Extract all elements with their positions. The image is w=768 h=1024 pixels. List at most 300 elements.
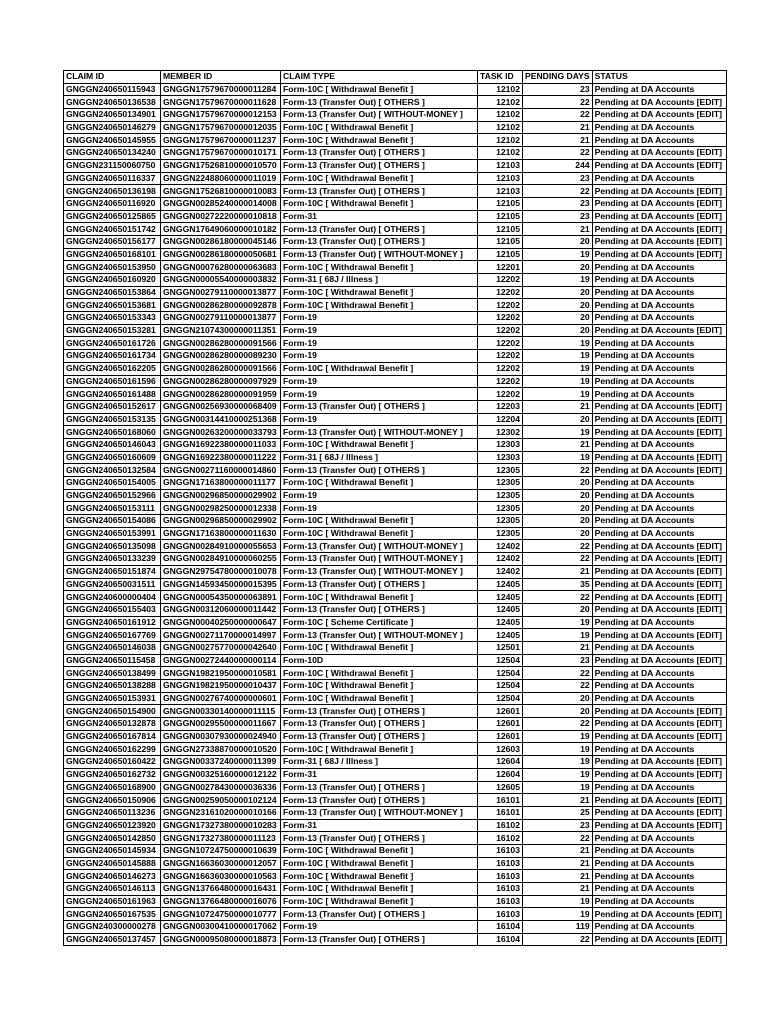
member-id-cell: GNGGN13766480000016431 [161, 883, 281, 896]
table-row [64, 235, 727, 248]
member-id-cell: GNGGN00286180000045146 [161, 235, 281, 248]
claim-id-cell: GNGGN240650146043 [64, 438, 161, 451]
member-id-cell: GNGGN19821950000010437 [161, 680, 281, 693]
status-cell: Pending at DA Accounts [592, 667, 726, 680]
claim-id-cell: GNGGN240300000278 [64, 921, 161, 934]
status-cell: Pending at DA Accounts [EDIT] [592, 540, 726, 553]
task-id-cell: 12105 [478, 197, 523, 210]
status-cell: Pending at DA Accounts [592, 337, 726, 350]
claim-type-cell: Form-10C [ Withdrawal Benefit ] [281, 641, 478, 654]
claim-id-cell: GNGGN240650142850 [64, 832, 161, 845]
pending-days-cell: 19 [523, 730, 593, 743]
pending-days-cell: 19 [523, 248, 593, 261]
pending-days-cell: 22 [523, 540, 593, 553]
table-row [64, 464, 727, 477]
table-row [64, 223, 727, 236]
task-id-cell: 12305 [478, 464, 523, 477]
table-row [64, 185, 727, 198]
claim-id-cell: GNGGN240650115943 [64, 83, 161, 96]
pending-days-cell: 22 [523, 96, 593, 109]
table-row [64, 680, 727, 693]
pending-days-cell: 22 [523, 667, 593, 680]
pending-days-cell: 19 [523, 426, 593, 439]
table-row [64, 451, 727, 464]
member-id-cell: GNGGN10724750000010777 [161, 908, 281, 921]
task-id-cell: 12203 [478, 400, 523, 413]
header-row [64, 71, 727, 84]
status-cell: Pending at DA Accounts [592, 299, 726, 312]
status-cell: Pending at DA Accounts [EDIT] [592, 147, 726, 160]
pending-days-cell: 20 [523, 489, 593, 502]
status-cell: Pending at DA Accounts [EDIT] [592, 96, 726, 109]
status-cell: Pending at DA Accounts [592, 844, 726, 857]
member-id-cell: GNGGN00298250000012338 [161, 502, 281, 515]
member-id-cell: GNGGN00286180000050681 [161, 248, 281, 261]
status-cell: Pending at DA Accounts [592, 312, 726, 325]
status-cell: Pending at DA Accounts [592, 286, 726, 299]
pending-days-cell: 25 [523, 806, 593, 819]
pending-days-cell: 21 [523, 121, 593, 134]
table-row [64, 794, 727, 807]
claim-type-cell: Form-10C [ Withdrawal Benefit ] [281, 680, 478, 693]
task-id-cell: 12402 [478, 540, 523, 553]
pending-days-cell: 20 [523, 692, 593, 705]
table-row [64, 819, 727, 832]
member-id-cell: GNGGN00005540000003832 [161, 274, 281, 287]
member-id-cell: GNGGN00285240000014008 [161, 197, 281, 210]
table-row [64, 616, 727, 629]
pending-days-cell: 20 [523, 299, 593, 312]
pending-days-cell: 21 [523, 883, 593, 896]
member-id-cell: GNGGN23161020000010166 [161, 806, 281, 819]
pending-days-cell: 23 [523, 210, 593, 223]
claim-id-cell: GNGGN240650161963 [64, 895, 161, 908]
member-id-cell: GNGGN00054350000063891 [161, 591, 281, 604]
member-id-cell: GNGGN22488060000011019 [161, 172, 281, 185]
claim-id-cell: GNGGN240650153950 [64, 261, 161, 274]
claim-type-cell: Form-10C [ Withdrawal Benefit ] [281, 121, 478, 134]
claim-id-cell: GNGGN240650125865 [64, 210, 161, 223]
table-row [64, 426, 727, 439]
pending-days-cell: 22 [523, 553, 593, 566]
task-id-cell: 16101 [478, 806, 523, 819]
status-cell: Pending at DA Accounts [EDIT] [592, 603, 726, 616]
table-row [64, 832, 727, 845]
member-id-cell: GNGGN00286280000092878 [161, 299, 281, 312]
status-cell: Pending at DA Accounts [EDIT] [592, 565, 726, 578]
claim-id-cell: GNGGN240650153281 [64, 324, 161, 337]
table-row [64, 844, 727, 857]
member-id-cell: GNGGN17327380000011123 [161, 832, 281, 845]
member-id-cell: GNGGN00284910000055653 [161, 540, 281, 553]
table-row [64, 692, 727, 705]
member-id-cell: GNGGN17579670000012153 [161, 109, 281, 122]
claim-type-cell: Form-10C [ Withdrawal Benefit ] [281, 895, 478, 908]
claim-id-cell: GNGGN240650136538 [64, 96, 161, 109]
claim-id-cell: GNGGN240650160422 [64, 756, 161, 769]
task-id-cell: 12402 [478, 565, 523, 578]
table-row [64, 413, 727, 426]
pending-days-cell: 20 [523, 603, 593, 616]
task-id-cell: 16104 [478, 933, 523, 946]
claim-id-cell: GNGGN240650160609 [64, 451, 161, 464]
status-cell: Pending at DA Accounts [592, 502, 726, 515]
status-cell: Pending at DA Accounts [592, 921, 726, 934]
member-id-cell: GNGGN00272220000010818 [161, 210, 281, 223]
claim-type-cell: Form-13 (Transfer Out) [ OTHERS ] [281, 908, 478, 921]
table-row [64, 337, 727, 350]
task-id-cell: 12504 [478, 667, 523, 680]
claim-type-cell: Form-13 (Transfer Out) [ OTHERS ] [281, 718, 478, 731]
header-pending-days: PENDING DAYS [523, 71, 593, 84]
status-cell: Pending at DA Accounts [592, 895, 726, 908]
member-id-cell: GNGGN00278430000036336 [161, 781, 281, 794]
claim-type-cell: Form-19 [281, 413, 478, 426]
pending-days-cell: 21 [523, 438, 593, 451]
pending-days-cell: 19 [523, 768, 593, 781]
pending-days-cell: 20 [523, 324, 593, 337]
member-id-cell: GNGGN17649060000010182 [161, 223, 281, 236]
task-id-cell: 12405 [478, 616, 523, 629]
pending-days-cell: 20 [523, 312, 593, 325]
member-id-cell: GNGGN00286280000091566 [161, 362, 281, 375]
member-id-cell: GNGGN00286280000091959 [161, 388, 281, 401]
task-id-cell: 12402 [478, 553, 523, 566]
table-row [64, 502, 727, 515]
member-id-cell: GNGGN00275770000042640 [161, 641, 281, 654]
claim-type-cell: Form-10C [ Withdrawal Benefit ] [281, 527, 478, 540]
claim-id-cell: GNGGN240650160920 [64, 274, 161, 287]
table-row [64, 134, 727, 147]
status-cell: Pending at DA Accounts [EDIT] [592, 629, 726, 642]
status-cell: Pending at DA Accounts [EDIT] [592, 591, 726, 604]
claim-id-cell: GNGGN240650153864 [64, 286, 161, 299]
claim-id-cell: GNGGN240650167535 [64, 908, 161, 921]
claim-id-cell: GNGGN240650154086 [64, 515, 161, 528]
task-id-cell: 16102 [478, 832, 523, 845]
status-cell: Pending at DA Accounts [EDIT] [592, 248, 726, 261]
table-row [64, 883, 727, 896]
claim-id-cell: GNGGN240650155403 [64, 603, 161, 616]
status-cell: Pending at DA Accounts [592, 857, 726, 870]
table-row [64, 312, 727, 325]
pending-days-cell: 20 [523, 705, 593, 718]
claim-type-cell: Form-13 (Transfer Out) [ OTHERS ] [281, 159, 478, 172]
status-cell: Pending at DA Accounts [592, 438, 726, 451]
table-row [64, 591, 727, 604]
pending-days-cell: 21 [523, 134, 593, 147]
table-row [64, 96, 727, 109]
task-id-cell: 12105 [478, 248, 523, 261]
claim-id-cell: GNGGN240650138499 [64, 667, 161, 680]
claim-id-cell: GNGGN240650133239 [64, 553, 161, 566]
pending-days-cell: 23 [523, 83, 593, 96]
claim-type-cell: Form-10C [ Withdrawal Benefit ] [281, 515, 478, 528]
claim-id-cell: GNGGN240650151874 [64, 565, 161, 578]
status-cell: Pending at DA Accounts [592, 870, 726, 883]
table-row [64, 248, 727, 261]
table-row [64, 197, 727, 210]
claim-id-cell: GNGGN240650145955 [64, 134, 161, 147]
table-row [64, 83, 727, 96]
pending-days-cell: 19 [523, 895, 593, 908]
claim-id-cell: GNGGN240650132878 [64, 718, 161, 731]
pending-days-cell: 20 [523, 261, 593, 274]
pending-days-cell: 22 [523, 185, 593, 198]
claim-type-cell: Form-13 (Transfer Out) [ WITHOUT-MONEY ] [281, 109, 478, 122]
table-row [64, 933, 727, 946]
pending-days-cell: 19 [523, 451, 593, 464]
claim-id-cell: GNGGN240650162205 [64, 362, 161, 375]
claim-id-cell: GNGGN240650162732 [64, 768, 161, 781]
member-id-cell: GNGGN00286280000091566 [161, 337, 281, 350]
task-id-cell: 12601 [478, 705, 523, 718]
task-id-cell: 12303 [478, 438, 523, 451]
table-row [64, 921, 727, 934]
status-cell: Pending at DA Accounts [592, 388, 726, 401]
table-row [64, 324, 727, 337]
status-cell: Pending at DA Accounts [592, 883, 726, 896]
table-row [64, 603, 727, 616]
table-row [64, 895, 727, 908]
task-id-cell: 12504 [478, 654, 523, 667]
task-id-cell: 12405 [478, 591, 523, 604]
claim-id-cell: GNGGN240650168900 [64, 781, 161, 794]
claim-id-cell: GNGGN240650154005 [64, 477, 161, 490]
claim-type-cell: Form-13 (Transfer Out) [ OTHERS ] [281, 147, 478, 160]
table-row [64, 705, 727, 718]
status-cell: Pending at DA Accounts [EDIT] [592, 464, 726, 477]
member-id-cell: GNGGN00279110000013877 [161, 286, 281, 299]
table-row [64, 515, 727, 528]
status-cell: Pending at DA Accounts [EDIT] [592, 210, 726, 223]
claim-id-cell: GNGGN240650162299 [64, 743, 161, 756]
status-cell: Pending at DA Accounts [592, 261, 726, 274]
claim-type-cell: Form-13 (Transfer Out) [ OTHERS ] [281, 832, 478, 845]
member-id-cell: GNGGN17579670000012035 [161, 121, 281, 134]
claim-type-cell: Form-10C [ Withdrawal Benefit ] [281, 591, 478, 604]
status-cell: Pending at DA Accounts [592, 781, 726, 794]
task-id-cell: 12103 [478, 159, 523, 172]
claim-id-cell: GNGGN240650123920 [64, 819, 161, 832]
claim-id-cell: GNGGN240650152966 [64, 489, 161, 502]
task-id-cell: 12202 [478, 337, 523, 350]
pending-days-cell: 20 [523, 502, 593, 515]
status-cell: Pending at DA Accounts [592, 172, 726, 185]
claim-type-cell: Form-19 [281, 388, 478, 401]
status-cell: Pending at DA Accounts [EDIT] [592, 819, 726, 832]
table-row [64, 641, 727, 654]
table-row [64, 553, 727, 566]
claim-type-cell: Form-10C [ Withdrawal Benefit ] [281, 477, 478, 490]
claim-id-cell: GNGGN240650116920 [64, 197, 161, 210]
status-cell: Pending at DA Accounts [592, 616, 726, 629]
task-id-cell: 12102 [478, 121, 523, 134]
claim-id-cell: GNGGN240650153111 [64, 502, 161, 515]
table-row [64, 477, 727, 490]
pending-days-cell: 35 [523, 578, 593, 591]
table-row [64, 121, 727, 134]
table-row [64, 489, 727, 502]
claim-type-cell: Form-10C [ Withdrawal Benefit ] [281, 362, 478, 375]
status-cell: Pending at DA Accounts [592, 527, 726, 540]
claim-type-cell: Form-31 [281, 819, 478, 832]
claim-type-cell: Form-10C [ Withdrawal Benefit ] [281, 667, 478, 680]
table-row [64, 870, 727, 883]
table-row [64, 806, 727, 819]
table-row [64, 438, 727, 451]
member-id-cell: GNGGN00095080000018873 [161, 933, 281, 946]
claim-type-cell: Form-31 [ 68J / Illness ] [281, 451, 478, 464]
task-id-cell: 12102 [478, 134, 523, 147]
task-id-cell: 12604 [478, 768, 523, 781]
claim-id-cell: GNGGN240650150906 [64, 794, 161, 807]
claim-type-cell: Form-13 (Transfer Out) [ OTHERS ] [281, 96, 478, 109]
member-id-cell: GNGGN00271170000014997 [161, 629, 281, 642]
claim-type-cell: Form-19 [281, 312, 478, 325]
claim-id-cell: GNGGN240650153991 [64, 527, 161, 540]
claim-id-cell: GNGGN240650146279 [64, 121, 161, 134]
status-cell: Pending at DA Accounts [592, 489, 726, 502]
task-id-cell: 12202 [478, 324, 523, 337]
pending-days-cell: 22 [523, 933, 593, 946]
status-cell: Pending at DA Accounts [EDIT] [592, 400, 726, 413]
task-id-cell: 12202 [478, 299, 523, 312]
status-cell: Pending at DA Accounts [592, 515, 726, 528]
table-row [64, 540, 727, 553]
member-id-cell: GNGGN19821950000010581 [161, 667, 281, 680]
task-id-cell: 12303 [478, 451, 523, 464]
pending-days-cell: 23 [523, 197, 593, 210]
table-row [64, 527, 727, 540]
task-id-cell: 16103 [478, 895, 523, 908]
pending-days-cell: 20 [523, 413, 593, 426]
task-id-cell: 12305 [478, 502, 523, 515]
pending-days-cell: 22 [523, 109, 593, 122]
table-row [64, 362, 727, 375]
member-id-cell: GNGGN00284910000060255 [161, 553, 281, 566]
task-id-cell: 16103 [478, 908, 523, 921]
pending-days-cell: 21 [523, 641, 593, 654]
claim-type-cell: Form-10D [281, 654, 478, 667]
member-id-cell: GNGGN10724750000010639 [161, 844, 281, 857]
member-id-cell: GNGGN00295500000011667 [161, 718, 281, 731]
pending-days-cell: 20 [523, 286, 593, 299]
claim-type-cell: Form-10C [ Withdrawal Benefit ] [281, 438, 478, 451]
member-id-cell: GNGGN00314410000251368 [161, 413, 281, 426]
member-id-cell: GNGGN00300410000017062 [161, 921, 281, 934]
status-cell: Pending at DA Accounts [EDIT] [592, 451, 726, 464]
claim-type-cell: Form-13 (Transfer Out) [ WITHOUT-MONEY ] [281, 629, 478, 642]
status-cell: Pending at DA Accounts [592, 121, 726, 134]
status-cell: Pending at DA Accounts [EDIT] [592, 109, 726, 122]
claim-type-cell: Form-13 (Transfer Out) [ WITHOUT-MONEY ] [281, 565, 478, 578]
pending-days-cell: 20 [523, 527, 593, 540]
pending-days-cell: 22 [523, 591, 593, 604]
pending-days-cell: 19 [523, 629, 593, 642]
claim-type-cell: Form-13 (Transfer Out) [ OTHERS ] [281, 933, 478, 946]
task-id-cell: 12305 [478, 477, 523, 490]
claim-type-cell: Form-31 [281, 210, 478, 223]
task-id-cell: 12202 [478, 286, 523, 299]
member-id-cell: GNGGN00279110000013877 [161, 312, 281, 325]
pending-days-cell: 19 [523, 616, 593, 629]
table-row [64, 857, 727, 870]
claim-id-cell: GNGGN240650161726 [64, 337, 161, 350]
claim-type-cell: Form-13 (Transfer Out) [ OTHERS ] [281, 794, 478, 807]
claim-type-cell: Form-13 (Transfer Out) [ OTHERS ] [281, 464, 478, 477]
claim-id-cell: GNGGN240650156177 [64, 235, 161, 248]
member-id-cell: GNGGN27338870000010520 [161, 743, 281, 756]
claim-type-cell: Form-10C [ Withdrawal Benefit ] [281, 299, 478, 312]
member-id-cell: GNGGN00276740000000601 [161, 692, 281, 705]
pending-days-cell: 23 [523, 654, 593, 667]
status-cell: Pending at DA Accounts [EDIT] [592, 654, 726, 667]
member-id-cell: GNGGN21074300000011351 [161, 324, 281, 337]
pending-days-cell: 119 [523, 921, 593, 934]
claims-table [63, 70, 727, 946]
status-cell: Pending at DA Accounts [EDIT] [592, 553, 726, 566]
task-id-cell: 12202 [478, 274, 523, 287]
member-id-cell: GNGGN00307930000024940 [161, 730, 281, 743]
claim-type-cell: Form-13 (Transfer Out) [ WITHOUT-MONEY ] [281, 806, 478, 819]
task-id-cell: 16103 [478, 857, 523, 870]
member-id-cell: GNGGN00325160000012122 [161, 768, 281, 781]
claim-id-cell: GNGGN240650167769 [64, 629, 161, 642]
table-row [64, 718, 727, 731]
status-cell: Pending at DA Accounts [EDIT] [592, 235, 726, 248]
member-id-cell: GNGGN17163800000011630 [161, 527, 281, 540]
member-id-cell: GNGGN17579670000011628 [161, 96, 281, 109]
claim-type-cell: Form-10C [ Withdrawal Benefit ] [281, 857, 478, 870]
member-id-cell: GNGGN00286280000089230 [161, 350, 281, 363]
claim-type-cell: Form-13 (Transfer Out) [ WITHOUT-MONEY ] [281, 426, 478, 439]
header-claim-type: CLAIM TYPE [281, 71, 478, 84]
claim-type-cell: Form-19 [281, 324, 478, 337]
member-id-cell: GNGGN00312060000011442 [161, 603, 281, 616]
task-id-cell: 12604 [478, 756, 523, 769]
task-id-cell: 12202 [478, 362, 523, 375]
task-id-cell: 12202 [478, 388, 523, 401]
task-id-cell: 12405 [478, 578, 523, 591]
member-id-cell: GNGGN00263200000033793 [161, 426, 281, 439]
table-row [64, 286, 727, 299]
task-id-cell: 12102 [478, 147, 523, 160]
table-body [64, 83, 727, 946]
status-cell: Pending at DA Accounts [592, 362, 726, 375]
status-cell: Pending at DA Accounts [EDIT] [592, 768, 726, 781]
claim-type-cell: Form-31 [ 68J / Illness ] [281, 274, 478, 287]
claim-id-cell: GNGGN240650145888 [64, 857, 161, 870]
task-id-cell: 12102 [478, 109, 523, 122]
member-id-cell: GNGGN00272440000000114 [161, 654, 281, 667]
table-row [64, 109, 727, 122]
table-row [64, 350, 727, 363]
claim-type-cell: Form-10C [ Withdrawal Benefit ] [281, 83, 478, 96]
claim-type-cell: Form-13 (Transfer Out) [ OTHERS ] [281, 223, 478, 236]
claim-id-cell: GNGGN240650135098 [64, 540, 161, 553]
member-id-cell: GNGGN14593450000015395 [161, 578, 281, 591]
member-id-cell: GNGGN00330140000011115 [161, 705, 281, 718]
pending-days-cell: 19 [523, 274, 593, 287]
pending-days-cell: 21 [523, 857, 593, 870]
task-id-cell: 16101 [478, 794, 523, 807]
table-row [64, 654, 727, 667]
claim-type-cell: Form-19 [281, 375, 478, 388]
status-cell: Pending at DA Accounts [592, 83, 726, 96]
claim-type-cell: Form-13 (Transfer Out) [ OTHERS ] [281, 730, 478, 743]
pending-days-cell: 20 [523, 477, 593, 490]
